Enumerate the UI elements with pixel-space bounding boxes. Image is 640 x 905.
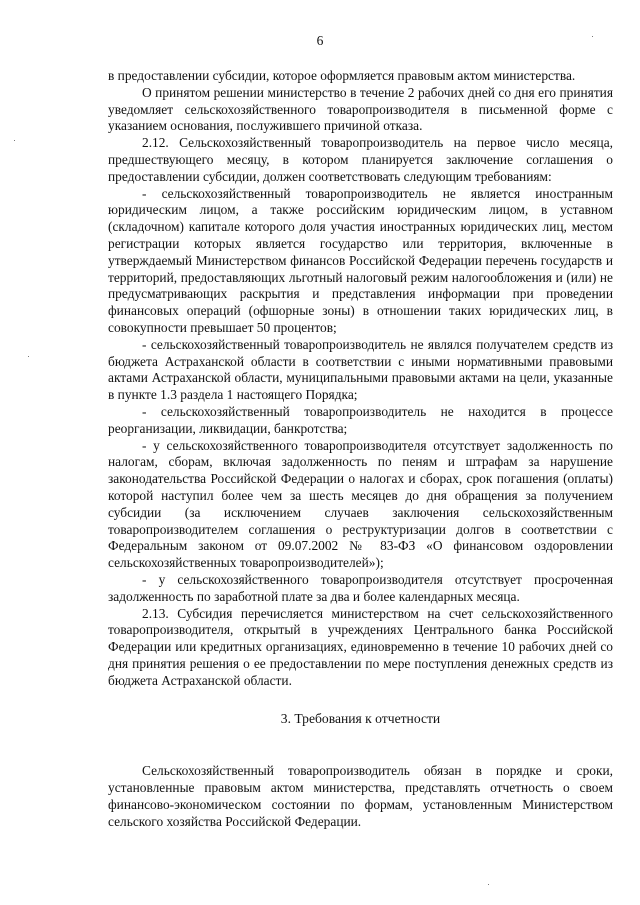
requirement-no-reorganization: - сельскохозяйственный товаропроизводитель не находится в процессе реорганизации, ликвидации, банкротства; (108, 403, 613, 436)
requirement-no-tax-debt: - у сельскохозяйственного товаропроизводителя отсутствует задолженность по налогам, сборам, включая задолженность по пеням и штрафам за нарушение законодательства Российской Федерации о налогах и сборах, срок погашения (оплаты) которой наступил более чем за шесть месяцев до дня обращения за получением субсидии (за исключением случаев заключения сельскохозяйственным товаропроизводителем соглашения о реструктуризации долгов в соответствии с Федеральным законом от 09.07.2002 № 83-ФЗ «О финансовом оздоровлении сельскохозяйственных товаропроизводителей»); (108, 437, 613, 571)
paragraph-reporting: Сельскохозяйственный товаропроизводитель обязан в порядке и сроки, установленные правовым актом министерства, представлять отчетность о своем финансово-экономическом состоянии по формам, установленным Министерством сельского хозяйства Российской Федерации. (108, 763, 613, 829)
paragraph-refusal-notice: О принятом решении министерство в течение 2 рабочих дней со дня его принятия уведомляет сельскохозяйственного товаропроизводителя в письменной форме с указанием основания, послужившего причиной отказа. (108, 84, 613, 134)
scan-speck (28, 356, 29, 357)
scan-speck (14, 140, 15, 141)
requirement-no-other-funds: - сельскохозяйственный товаропроизводитель не являлся получателем средств из бюджета Астраханской области в соответствии с иными нормативными правовыми актами Астраханской области, муниципальными правовыми актами на цели, указанные в пункте 1.3 раздела 1 настоящего Порядка; (108, 336, 613, 403)
paragraph-2-13: 2.13. Субсидия перечисляется министерством на счет сельскохозяйственного товаропроизводителя, открытый в учреждениях Центрального банка Российской Федерации или кредитных организациях, единовременно в течение 10 рабочих дней со дня принятия решения о ее предоставлении по мере поступления денежных средств из бюджета Астраханской области. (108, 605, 613, 688)
paragraph-refusal-continuation: в предоставлении субсидии, которое оформляется правовым актом министерства. (108, 68, 576, 83)
paragraph-2-12: 2.12. Сельскохозяйственный товаропроизводитель на первое число месяца, предшествующего месяцу, в котором планируется заключение соглашения о предоставлении субсидии, должен соответствовать следующим требованиям: (108, 135, 613, 184)
document-body (108, 68, 613, 830)
scan-speck (592, 36, 593, 37)
requirement-no-wage-arrears: - у сельскохозяйственного товаропроизводителя отсутствует просроченная задолженность по заработной плате за два и более календарных месяца. (108, 571, 613, 604)
section-heading: 3. Требования к отчетности (280, 711, 441, 727)
scan-speck (488, 884, 489, 885)
requirement-foreign-entity: - сельскохозяйственный товаропроизводитель не является иностранным юридическим лицом, а также российским юридическим лицом, в уставном (складочном) капитале которого доля участия иностранных юридических лиц, местом регистрации которых является государство или территория, включенные в утверждаемый Министерством финансов Российской Федерации перечень государств и территорий, предоставляющих льготный налоговый режим налогообложения и (или) не предусматривающих раскрытия и представления информации при проведении финансовых операций (офшорные зоны) в отношении таких юридических лиц, в совокупности превышает 50 процентов; (108, 185, 613, 335)
page-number: 6 (316, 33, 324, 48)
